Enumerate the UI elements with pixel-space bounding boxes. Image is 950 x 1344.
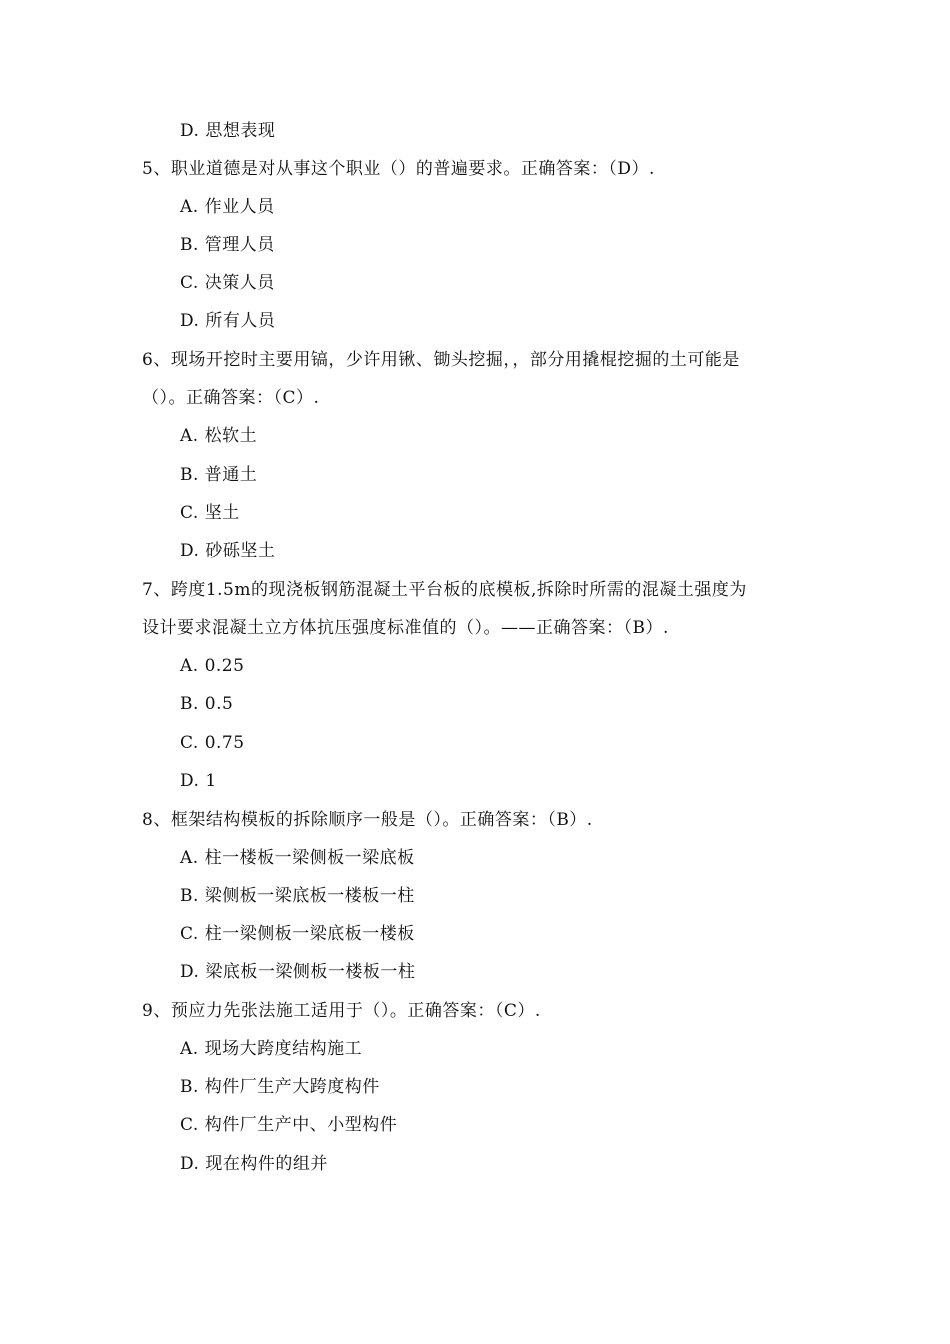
option-8-d: D. 梁底板一梁侧板一楼板一柱 (180, 962, 416, 982)
option-5-b: B. 管理人员 (180, 235, 275, 255)
option-6-d: D. 砂砾坚土 (180, 541, 276, 561)
option-7-b: B. 0.5 (180, 694, 234, 714)
option-8-a: A. 柱一楼板一梁侧板一梁底板 (180, 848, 415, 868)
option-7-d: D. 1 (180, 771, 217, 791)
question-9-text: 9、预应力先张法施工适用于（）。正确答案：（C）. (142, 1001, 541, 1021)
option-7-a: A. 0.25 (180, 656, 245, 676)
option-9-c: C. 构件厂生产中、小型构件 (180, 1115, 398, 1135)
option-6-a: A. 松软土 (180, 426, 258, 446)
option-5-d: D. 所有人员 (180, 311, 276, 331)
question-8-text: 8、框架结构模板的拆除顺序一般是（）。正确答案：（B）. (142, 810, 593, 830)
option-9-d: D. 现在构件的组并 (180, 1154, 328, 1174)
option-8-c: C. 柱一梁侧板一梁底板一楼板 (180, 924, 415, 944)
option-5-c: C. 决策人员 (180, 273, 275, 293)
option-5-a: A. 作业人员 (180, 197, 275, 217)
question-6-text-line-2: （）。正确答案：（C）. (142, 388, 320, 408)
option-8-b: B. 梁侧板一梁底板一楼板一柱 (180, 886, 415, 906)
option-9-b: B. 构件厂生产大跨度构件 (180, 1077, 380, 1097)
option-4-d: D. 思想表现 (180, 121, 276, 141)
question-6-text-line-1: 6、现场开挖时主要用镐，少许用锹、锄头挖掘，，部分用撬棍挖掘的土可能是 (142, 350, 740, 370)
option-9-a: A. 现场大跨度结构施工 (180, 1039, 363, 1059)
option-7-c: C. 0.75 (180, 733, 245, 753)
option-6-c: C. 坚土 (180, 503, 240, 523)
question-5-text: 5、职业道德是对从事这个职业（）的普遍要求。正确答案：（D）. (142, 159, 655, 179)
question-7-text-line-2: 设计要求混凝土立方体抗压强度标准值的（）。——正确答案：（B）. (142, 618, 669, 638)
question-7-text-line-1: 7、跨度1.5m的现浇板钢筋混凝土平台板的底模板,拆除时所需的混凝土强度为 (142, 580, 747, 600)
option-6-b: B. 普通土 (180, 465, 258, 485)
